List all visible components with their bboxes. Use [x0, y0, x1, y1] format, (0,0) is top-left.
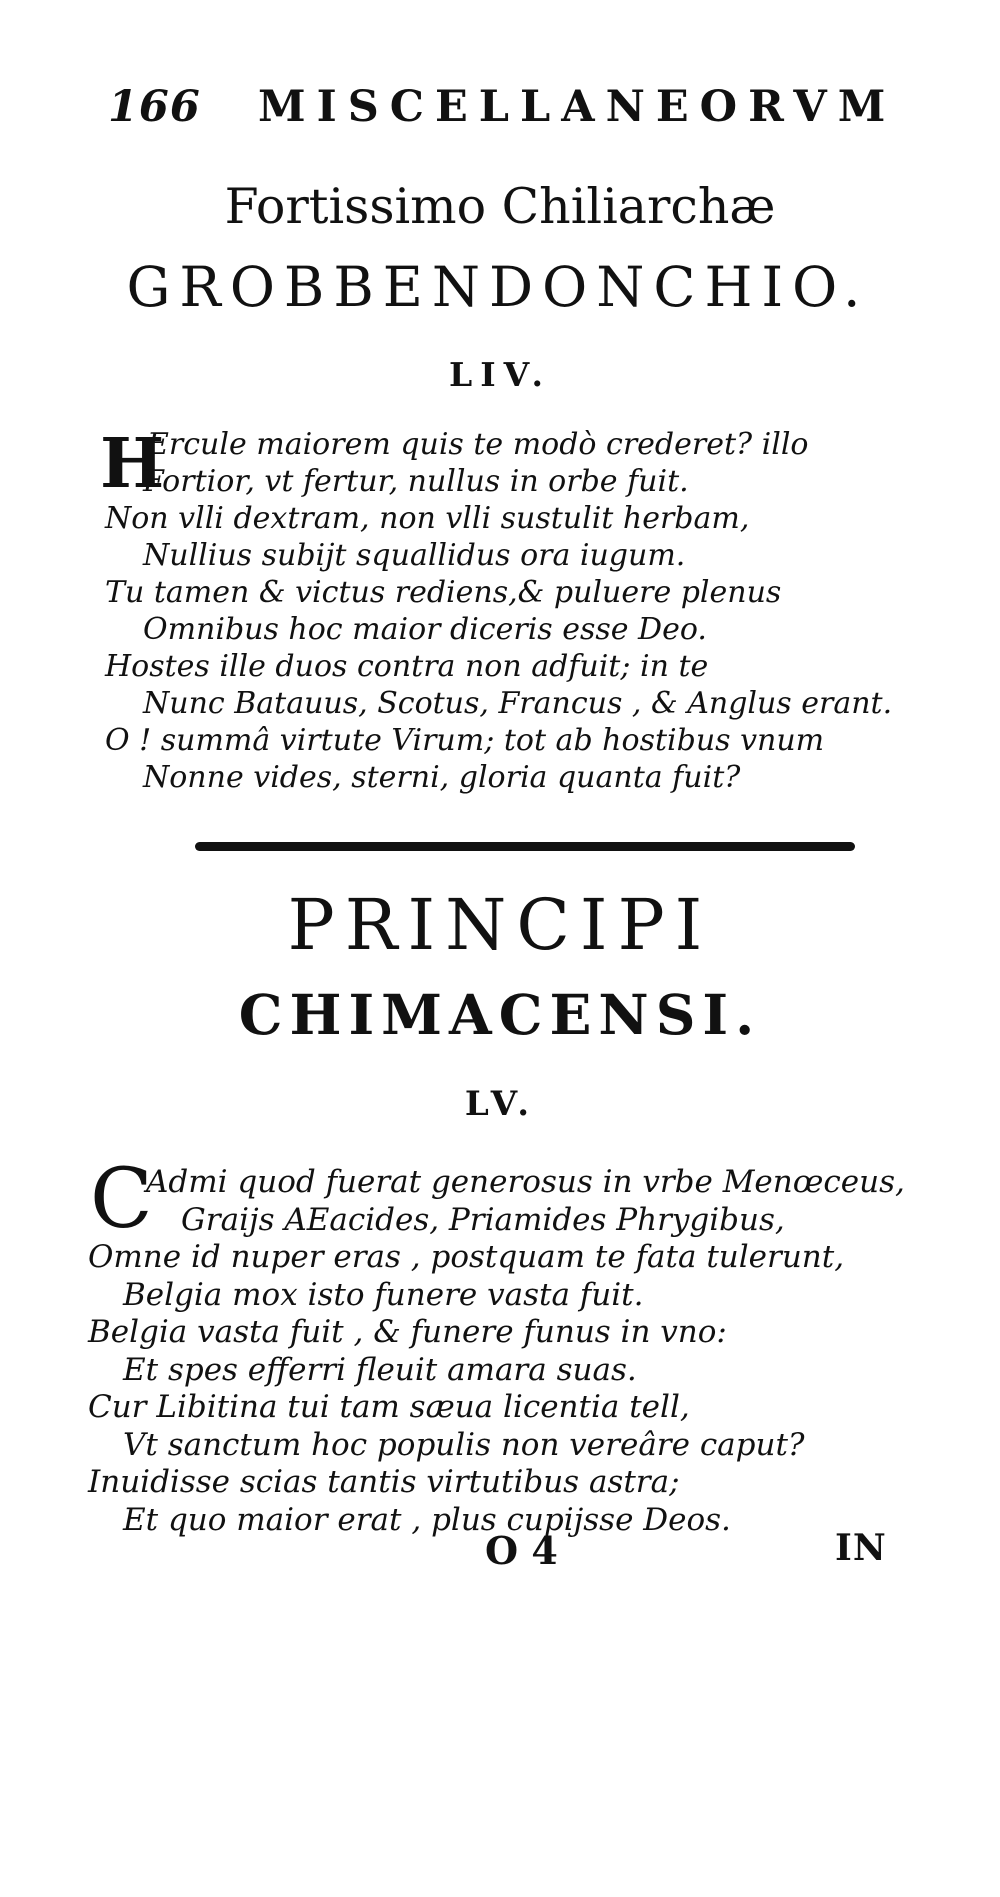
- verse-line: Inuidisse scias tantis virtutibus astra;: [88, 1464, 680, 1500]
- verse-line: Non vlli dextram, non vlli sustulit herbam,: [105, 501, 750, 536]
- verse-line: Nonne vides, sterni, gloria quanta fuit?: [143, 760, 741, 795]
- verse-line: Vt sanctum hoc populis non vereâre caput?: [123, 1426, 805, 1463]
- verse-text: Ercule maiorem quis te modò crederet? illo: [147, 427, 809, 462]
- verse-line: Cur Libitina tui tam sæua licentia tell,: [88, 1389, 690, 1425]
- verse-line: Belgia vasta fuit , & funere funus in vno:: [88, 1314, 727, 1350]
- verse-line: Tu tamen & victus rediens,& puluere plenus: [105, 575, 782, 610]
- running-head: [108, 82, 897, 142]
- page-number: 166: [108, 82, 201, 132]
- verse-line: O ! summâ virtute Virum; tot ab hostibus vnum: [105, 723, 825, 758]
- verse-line: Hostes ille duos contra non adfuit; in te: [105, 649, 709, 684]
- poem-liv-verses: [100, 424, 905, 796]
- signature-mark: O 4: [485, 1528, 558, 1573]
- verse-line: Belgia mox isto funere vasta fuit.: [123, 1276, 644, 1313]
- drop-cap: H: [100, 424, 165, 504]
- verse-line: Omne id nuper eras , postquam te fata tulerunt,: [88, 1239, 845, 1275]
- poem-liv-dedication-line: Fortissimo Chiliarchæ: [224, 178, 776, 235]
- poem-liv-number: LIV.: [449, 355, 551, 394]
- running-title: MISCELLANEORVM: [258, 82, 897, 132]
- poem-lv-verses: [88, 1152, 928, 1539]
- verse-line: Et spes efferri fleuit amara suas.: [123, 1351, 637, 1388]
- verse-line: Nullius subijt squallidus ora iugum.: [143, 538, 686, 573]
- drop-cap: C: [90, 1152, 153, 1247]
- poem-lv-number: LV.: [464, 1084, 536, 1124]
- verse-line: Et quo maior erat , plus cupijsse Deos.: [123, 1501, 731, 1538]
- verse-line: Nunc Batauus, Scotus, Francus , & Anglus erant.: [143, 686, 893, 721]
- verse-text: Admi quod fuerat generosus in vrbe Menœceus,: [146, 1164, 905, 1200]
- section-divider-rule: [195, 842, 855, 851]
- poem-lv-subtitle: CHIMACENSI.: [238, 982, 762, 1047]
- verse-line: Omnibus hoc maior diceris esse Deo.: [143, 612, 707, 647]
- verse-line: Graijs AEacides, Priamides Phrygibus,: [181, 1201, 785, 1238]
- poem-liv-dedication-name: GROBBENDONCHIO.: [126, 255, 870, 319]
- catchword: IN: [835, 1527, 887, 1569]
- verse-line: Fortior, vt fertur, nullus in orbe fuit.: [143, 464, 689, 499]
- poem-lv-title: PRINCIPI: [287, 884, 713, 966]
